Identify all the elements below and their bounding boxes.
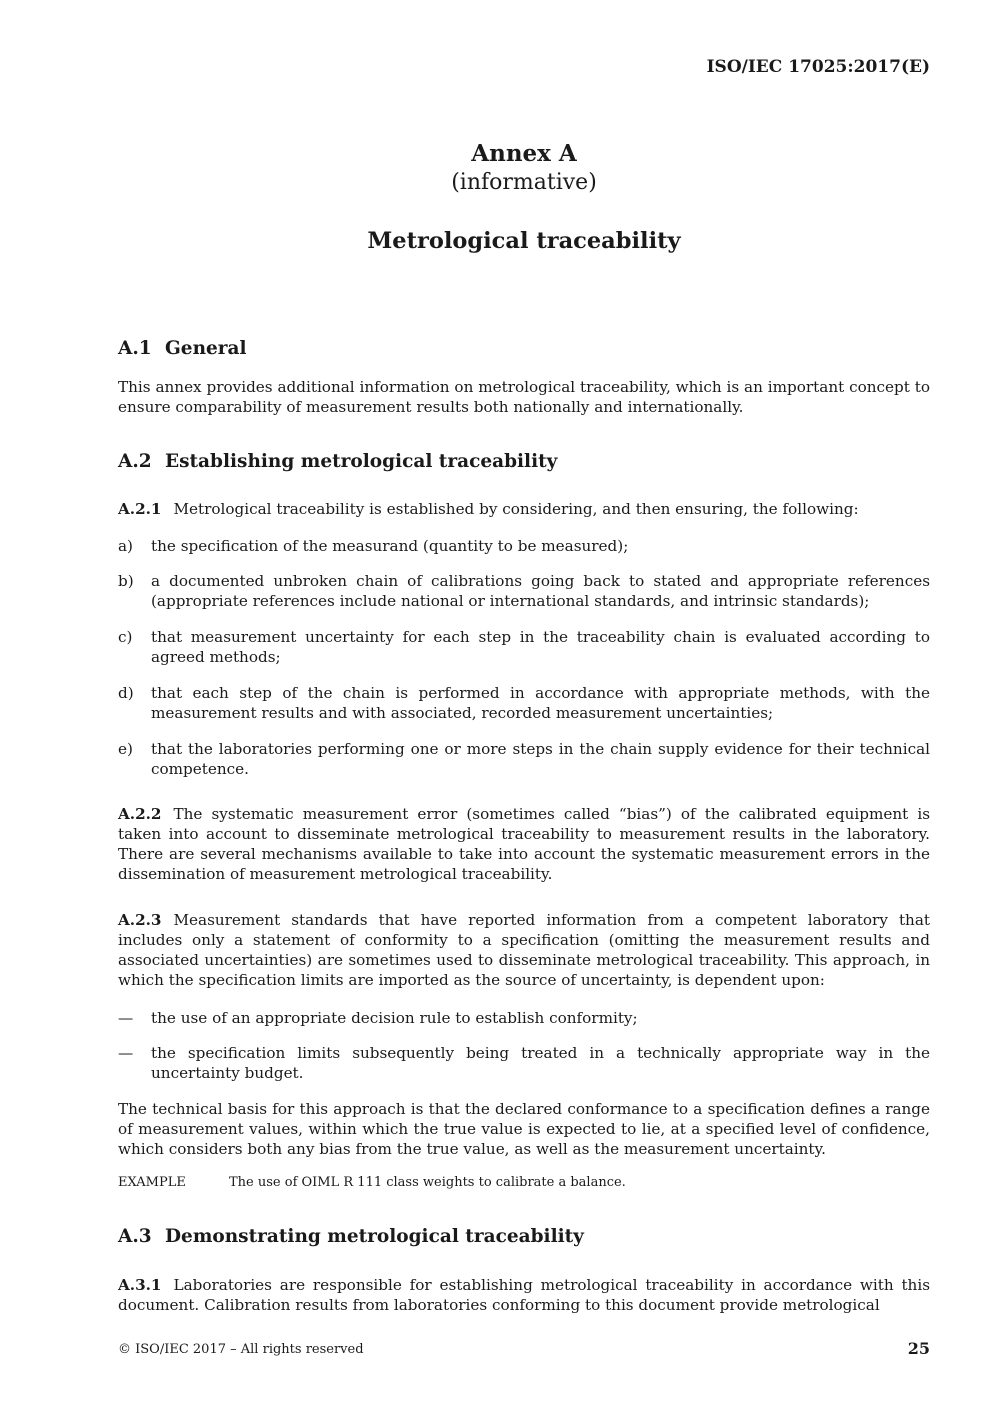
- clause-text: Laboratories are responsible for establishing metrological traceability in accordance with this document. Calibration results from laboratories conforming to this document provide metrological: [118, 1276, 930, 1314]
- list-text: that the laboratories performing one or more steps in the chain supply evidence for their technical competence.: [151, 740, 930, 778]
- clause-a23: [118, 910, 930, 990]
- list-text: that each step of the chain is performed in accordance with appropriate methods, with the measurement results and with associated, recorded measurement uncertainties;: [151, 684, 930, 722]
- list-label: d): [118, 684, 134, 702]
- dash-label: —: [118, 1044, 134, 1062]
- clause-a21: [118, 499, 930, 519]
- list-label: c): [118, 628, 133, 646]
- list-label: a): [118, 537, 133, 555]
- clause-text: Measurement standards that have reported information from a competent laboratory that includes only a statement of conformity to a specification (omitting the measurement results and associated uncertainties) are sometimes used to disseminate metrological traceability. This approach, in which the specification limits are imported as the source of uncertainty, is dependent upon:: [118, 911, 930, 989]
- page-number: 25: [907, 1339, 930, 1358]
- section-number: A.3: [118, 1226, 152, 1247]
- list-text: that measurement uncertainty for each step in the traceability chain is evaluated according to agreed methods;: [151, 628, 930, 666]
- list-label: e): [118, 740, 133, 758]
- clause-number: A.3.1: [118, 1276, 162, 1294]
- annex-subtitle: (informative): [451, 170, 597, 195]
- list-label: b): [118, 572, 134, 590]
- section-title: Establishing metrological traceability: [165, 451, 558, 472]
- paragraph-a1: This annex provides additional information on metrological traceability, which is an important concept to ensure comparability of measurement results both nationally and internationally.: [118, 378, 930, 416]
- list-item: [118, 571, 930, 611]
- list-text: a documented unbroken chain of calibrations going back to stated and appropriate references (appropriate references include national or international standards, and intrinsic standards);: [151, 572, 930, 610]
- dash-list-item: [118, 1008, 930, 1028]
- dash-label: —: [118, 1009, 134, 1027]
- clause-text: Metrological traceability is established by considering, and then ensuring, the following:: [173, 500, 859, 518]
- clause-number: A.2.3: [118, 911, 162, 929]
- example-text: The use of OIML R 111 class weights to calibrate a balance.: [229, 1175, 626, 1190]
- paragraph-technical-basis: The technical basis for this approach is that the declared conformance to a specification defines a range of measurement values, within which the true value is expected to lie, at a specified level of confidence, which considers both any bias from the true value, as well as the measurement uncertainty.: [118, 1100, 930, 1158]
- example-note: [118, 1175, 930, 1190]
- section-heading-a1: [118, 338, 930, 359]
- dash-text: the use of an appropriate decision rule to establish conformity;: [151, 1009, 638, 1027]
- clause-a31: [118, 1275, 930, 1315]
- annex-heading: Metrological traceability: [367, 228, 681, 254]
- document-identifier: ISO/IEC 17025:2017(E): [706, 57, 930, 77]
- section-number: A.2: [118, 451, 152, 472]
- list-item: [118, 627, 930, 667]
- example-label: EXAMPLE: [118, 1175, 186, 1190]
- copyright-notice: © ISO/IEC 2017 – All rights reserved: [118, 1342, 364, 1357]
- list-item: [118, 536, 930, 556]
- section-title: Demonstrating metrological traceability: [165, 1226, 584, 1247]
- section-title: General: [165, 338, 247, 359]
- list-text: the specification of the measurand (quantity to be measured);: [151, 537, 629, 555]
- list-item: [118, 683, 930, 723]
- clause-text: The systematic measurement error (sometimes called “bias”) of the calibrated equipment is taken into account to disseminate metrological traceability to measurement results in the laboratory. There are several mechanisms available to take into account the systematic measurement errors in the dissemination of measurement metrological traceability.: [118, 805, 930, 883]
- list-item: [118, 739, 930, 779]
- dash-list-item: [118, 1043, 930, 1083]
- section-heading-a2: [118, 451, 930, 472]
- annex-title: Annex A: [471, 140, 577, 167]
- clause-number: A.2.2: [118, 805, 162, 823]
- clause-number: A.2.1: [118, 500, 162, 518]
- dash-text: the specification limits subsequently being treated in a technically appropriate way in the uncertainty budget.: [151, 1044, 930, 1082]
- section-heading-a3: [118, 1226, 930, 1247]
- clause-a22: [118, 804, 930, 884]
- section-number: A.1: [118, 338, 152, 359]
